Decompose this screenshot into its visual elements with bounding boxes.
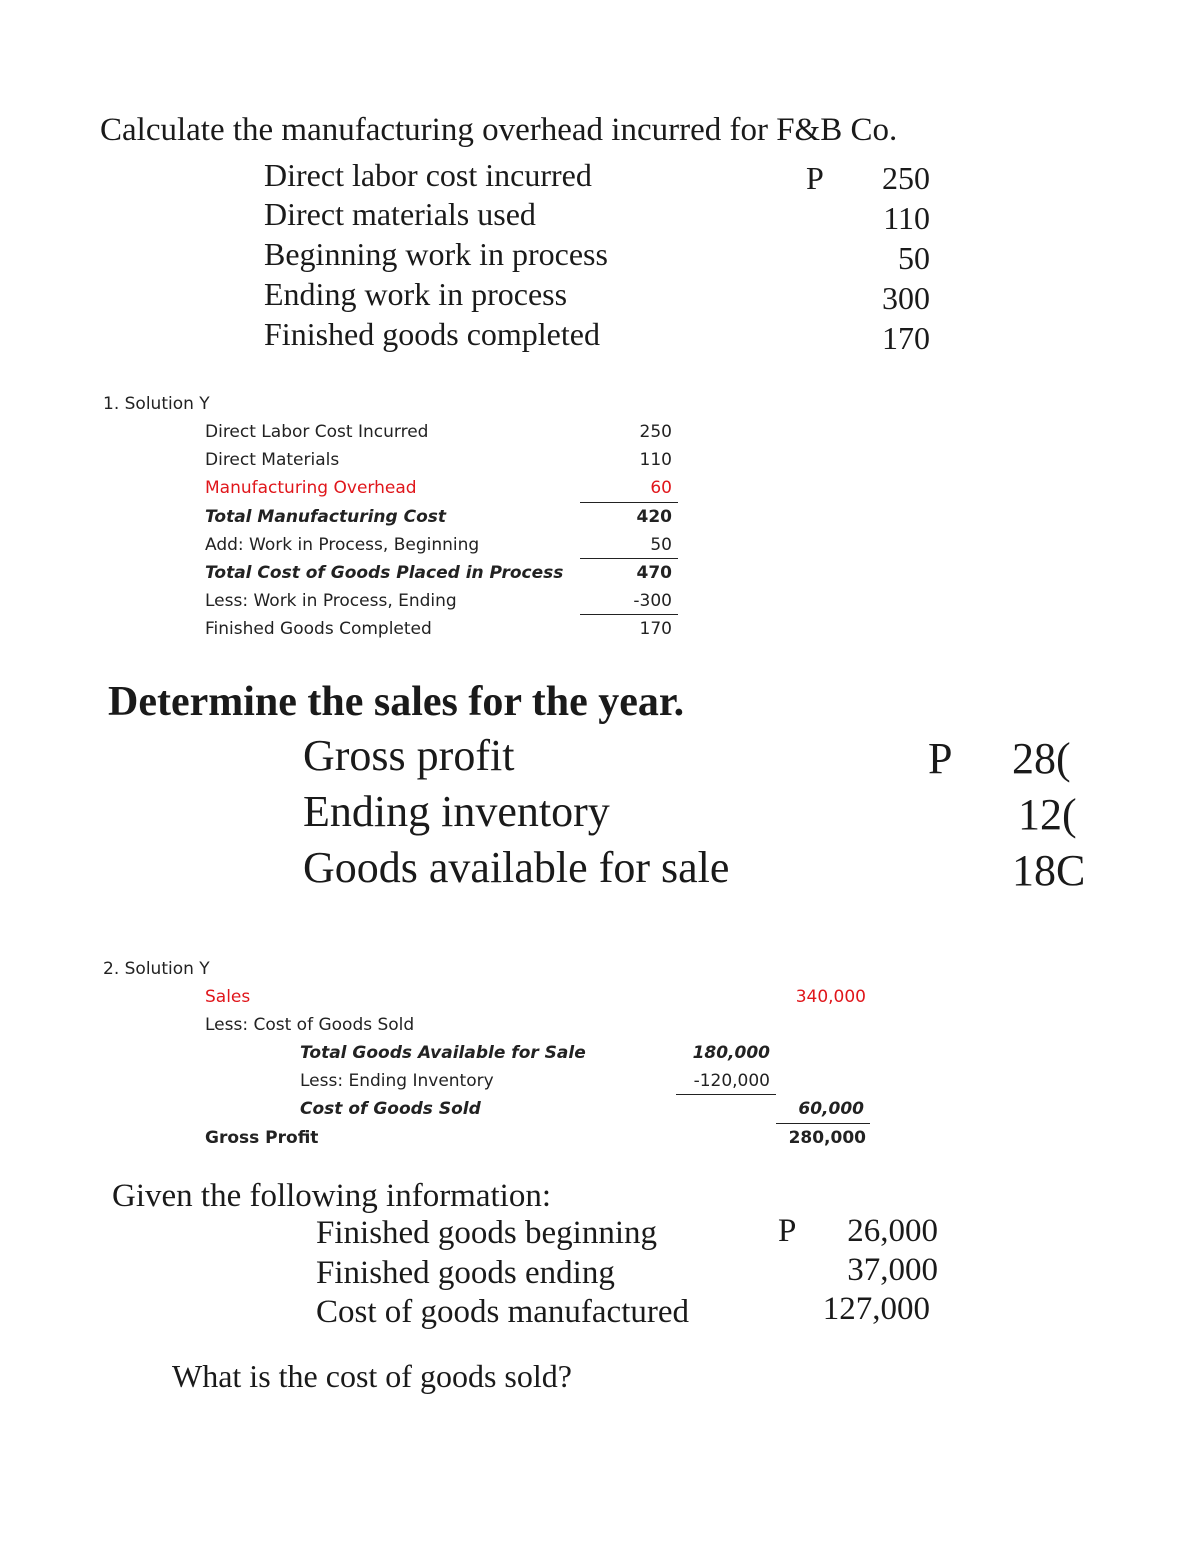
underline-rule	[580, 558, 678, 559]
problem3-item-label: Finished goods ending	[316, 1255, 615, 1291]
gross-profit-value: 280,000	[788, 1128, 866, 1148]
problem1-item-label: Ending work in process	[264, 276, 568, 312]
problem2-item-value: 28(	[1012, 734, 1071, 783]
problem1-item-value: 170	[882, 320, 930, 356]
problem3-item-value: 26,000	[847, 1213, 938, 1249]
solution1-row-label: Direct Labor Cost Incurred	[205, 422, 429, 442]
problem1-currency: P	[806, 160, 824, 196]
solution1-row-value: -300	[633, 591, 672, 611]
problem2-currency: P	[928, 734, 953, 783]
solution1-row-label: Total Manufacturing Cost	[205, 507, 446, 527]
total-goods-available-label: Total Goods Available for Sale	[300, 1043, 586, 1063]
problem1-item-label: Direct materials used	[264, 196, 536, 232]
solution1-row-label: Less: Work in Process, Ending	[205, 591, 457, 611]
solution2-title: 2. Solution Y	[103, 959, 210, 979]
underline-rule	[580, 502, 678, 503]
solution1-row-value: 250	[639, 422, 672, 442]
gross-profit-label: Gross Profit	[205, 1128, 319, 1148]
total-goods-available-value: 180,000	[692, 1043, 770, 1063]
solution1-row-label: Add: Work in Process, Beginning	[205, 535, 480, 555]
underline-rule	[776, 1123, 870, 1124]
problem1-item-value: 50	[898, 240, 930, 276]
sales-value: 340,000	[795, 987, 866, 1007]
solution1-row-value: 50	[650, 535, 672, 555]
solution1-row-label: Direct Materials	[205, 450, 340, 470]
problem3-item-value: 37,000	[847, 1252, 938, 1288]
solution1-row-value: 60	[650, 478, 672, 498]
ending-inventory-label: Less: Ending Inventory	[300, 1071, 494, 1091]
solution1-row-value: 110	[639, 450, 672, 470]
solution1-row-label: Manufacturing Overhead	[205, 478, 417, 498]
problem1-item-label: Beginning work in process	[264, 236, 608, 272]
solution1-title: 1. Solution Y	[103, 394, 210, 414]
problem1-heading: Calculate the manufacturing overhead incurred for F&B Co.	[100, 112, 898, 148]
cogs-value: 60,000	[798, 1099, 864, 1119]
sales-label: Sales	[205, 987, 251, 1007]
problem2-item-value: 12(	[1018, 790, 1077, 839]
problem2-item-value: 18C	[1012, 846, 1086, 895]
cogs-label: Cost of Goods Sold	[300, 1099, 481, 1119]
problem2-item-label: Ending inventory	[303, 787, 610, 836]
less-cogs-label: Less: Cost of Goods Sold	[205, 1015, 415, 1035]
problem2-heading: Determine the sales for the year.	[108, 679, 685, 725]
solution1-row-label: Finished Goods Completed	[205, 619, 432, 639]
underline-rule	[580, 614, 678, 615]
problem3-item-label: Cost of goods manufactured	[316, 1294, 690, 1330]
problem3-currency: P	[778, 1213, 797, 1249]
problem1-item-label: Finished goods completed	[264, 316, 600, 352]
underline-rule	[676, 1094, 776, 1095]
problem2-item-label: Goods available for sale	[303, 843, 730, 892]
problem1-item-value: 300	[882, 280, 930, 316]
problem3-item-label: Finished goods beginning	[316, 1215, 658, 1251]
problem1-item-value: 250	[882, 160, 930, 196]
solution1-row-value: 420	[636, 507, 672, 527]
problem3-item-value: 127,000	[822, 1291, 930, 1327]
problem2-item-label: Gross profit	[303, 731, 515, 780]
problem1-item-label: Direct labor cost incurred	[264, 157, 592, 193]
solution1-row-value: 170	[639, 619, 672, 639]
problem3-heading: Given the following information:	[112, 1178, 552, 1214]
problem3-question: What is the cost of goods sold?	[172, 1358, 572, 1394]
ending-inventory-value: -120,000	[693, 1071, 770, 1091]
solution1-row-label: Total Cost of Goods Placed in Process	[205, 563, 564, 583]
solution1-row-value: 470	[636, 563, 672, 583]
problem1-item-value: 110	[883, 200, 930, 236]
